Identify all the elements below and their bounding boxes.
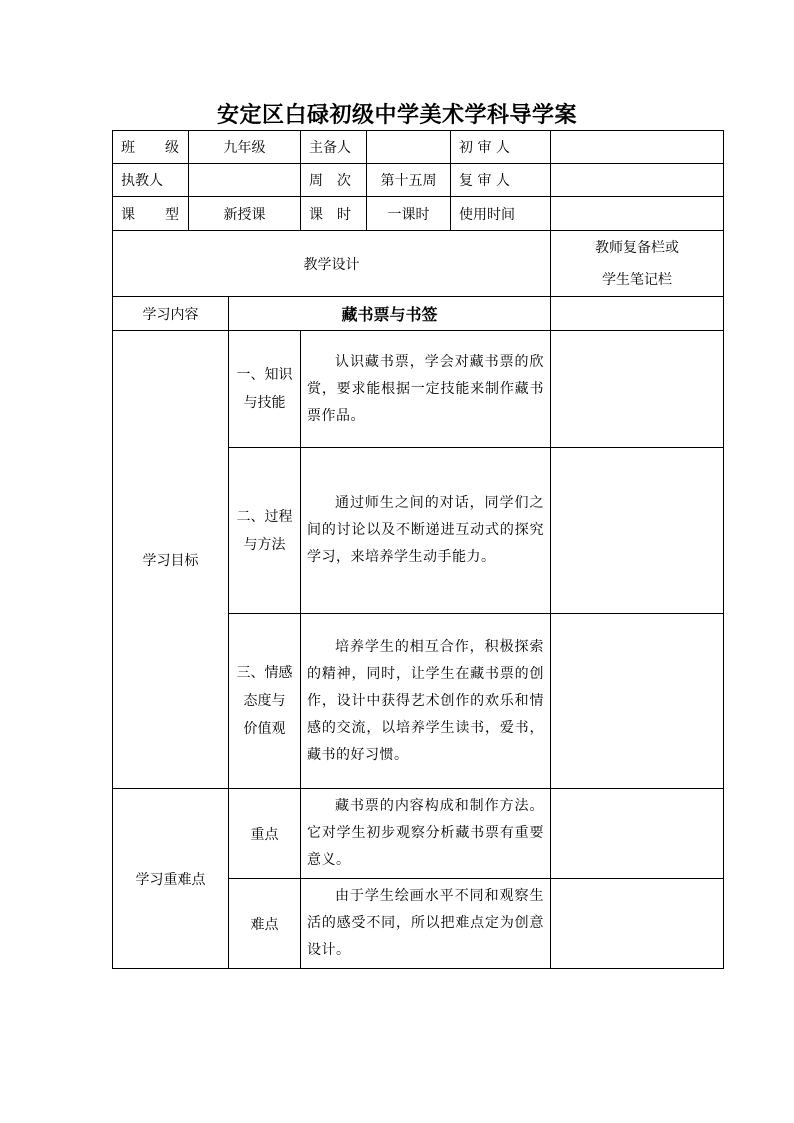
- preparer-value: [367, 131, 451, 164]
- note-column-header: [551, 231, 724, 297]
- lesson-type-label: 课 型: [113, 197, 189, 231]
- key-point-text: 藏书票的内容构成和制作方法。它对学生初步观察分析藏书票有重要意义。: [301, 789, 551, 879]
- periods-label: 课 时: [301, 197, 367, 231]
- goal-3-text: 培养学生的相互合作，积极探索的精神，同时，让学生在藏书票的创作，设计中获得艺术创作的欢乐和情感的交流，以培养学生读书，爱书，藏书的好习惯。: [301, 614, 551, 789]
- teacher-value: [189, 164, 301, 197]
- goal-2-label-line-2: 与方法: [243, 536, 286, 553]
- header-row-2: [113, 164, 724, 197]
- goal-2-label: [229, 448, 301, 614]
- second-reviewer-value: [551, 164, 724, 197]
- difficult-point-label: 难点: [229, 879, 301, 969]
- page-title: 安定区白碌初级中学美术学科导学案: [216, 102, 577, 128]
- content-label: 学习内容: [113, 297, 229, 331]
- header-row-1: [113, 131, 724, 164]
- goal-3-label-line-2: 态度与: [243, 693, 286, 709]
- design-row: [113, 231, 724, 297]
- lesson-plan-table: [112, 130, 724, 969]
- topic-title: 藏书票与书签: [229, 297, 551, 331]
- key-point-label: 重点: [229, 789, 301, 879]
- goal-2-label-line-1: 二、过程: [236, 508, 293, 525]
- periods-value: 一课时: [367, 197, 451, 231]
- difficult-point-text: 由于学生绘画水平不同和观察生活的感受不同，所以把难点定为创意设计。: [301, 879, 551, 969]
- goal-1-note: [551, 331, 724, 448]
- goal-3-note: [551, 614, 724, 789]
- week-label: 周 次: [301, 164, 367, 197]
- teacher-label: 执教人: [113, 164, 189, 197]
- goals-label: 学习目标: [113, 331, 229, 789]
- design-label: 教学设计: [113, 231, 551, 297]
- difficult-point-note: [551, 879, 724, 969]
- first-reviewer-label: 初 审 人: [451, 131, 551, 164]
- first-reviewer-value: [551, 131, 724, 164]
- goal-1-label-line-1: 一、知识: [236, 367, 293, 383]
- key-point-row: [113, 789, 724, 879]
- goal-3-label-line-1: 三、情感: [236, 665, 293, 681]
- goal-3-label: [229, 614, 301, 789]
- use-time-value: [551, 197, 724, 231]
- use-time-label: 使用时间: [451, 197, 551, 231]
- class-value: 九年级: [189, 131, 301, 164]
- goal-1-text: 认识藏书票，学会对藏书票的欣赏，要求能根据一定技能来制作藏书票作品。: [301, 331, 551, 448]
- goal-2-note: [551, 448, 724, 614]
- week-value: 第十五周: [367, 164, 451, 197]
- content-note: [551, 297, 724, 331]
- preparer-label: 主备人: [301, 131, 367, 164]
- note-line-1: 教师复备栏或: [595, 239, 679, 256]
- difficulty-label: 学习重难点: [113, 789, 229, 969]
- goal-row-1: [113, 331, 724, 448]
- note-line-2: 学生笔记栏: [602, 271, 672, 288]
- goal-1-label: [229, 331, 301, 448]
- goal-1-label-line-2: 与技能: [243, 395, 286, 411]
- header-row-3: [113, 197, 724, 231]
- goal-2-text: 通过师生之间的对话，同学们之间的讨论以及不断递进互动式的探究学习，来培养学生动手能力。: [301, 448, 551, 614]
- lesson-type-value: 新授课: [189, 197, 301, 231]
- content-row: [113, 297, 724, 331]
- second-reviewer-label: 复 审 人: [451, 164, 551, 197]
- key-point-note: [551, 789, 724, 879]
- class-label: 班 级: [113, 131, 189, 164]
- goal-3-label-line-3: 价值观: [243, 721, 286, 737]
